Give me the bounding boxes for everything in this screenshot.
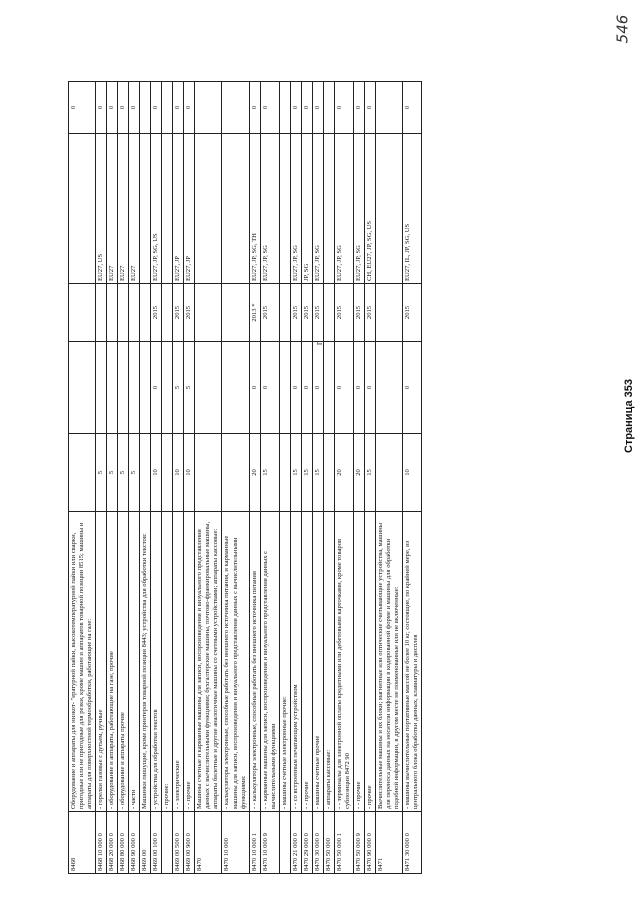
cell-final-rate: 0 (301, 342, 312, 434)
table-row (69, 82, 96, 874)
cell-year: 2015 (173, 284, 184, 342)
cell-base-rate: 15 (301, 434, 312, 512)
cell-indicator: 0 (184, 82, 195, 134)
cell-members: EU27, IL, JP, SG, US (403, 134, 422, 284)
cell-indicator (279, 82, 290, 134)
table-row (375, 82, 402, 874)
cell-members: EU27 (129, 134, 140, 284)
cell-year: 2015 (364, 284, 375, 342)
table-row (279, 82, 290, 874)
cell-code: 8468 10 000 0 (96, 812, 107, 874)
cell-year: 2013 * (249, 284, 260, 342)
cell-year (222, 284, 249, 342)
cell-year: 2015 (403, 284, 422, 342)
cell-year (195, 284, 222, 342)
table-row (96, 82, 107, 874)
cell-year (162, 284, 173, 342)
cell-year: 2015 (312, 284, 323, 342)
cell-code: 8468 (69, 812, 96, 874)
table-row (195, 82, 222, 874)
cell-final-rate (96, 342, 107, 434)
cell-indicator: 0 (107, 82, 118, 134)
cell-members: EU27 (118, 134, 129, 284)
cell-code: 8470 10 000 9 (260, 812, 279, 874)
cell-members (162, 134, 173, 284)
cell-indicator: 0 (364, 82, 375, 134)
cell-description: - - терминалы для электронной оплаты кредитными или дебетовыми карточками, кроме товаров субпозиции 8472 90 (334, 512, 353, 812)
cell-base-rate (323, 434, 334, 512)
cell-base-rate: 15 (260, 434, 279, 512)
cell-members: EU27, JP, SG (260, 134, 279, 284)
cell-code: 8471 (375, 812, 402, 874)
cell-code: 8468 80 000 0 (118, 812, 129, 874)
cell-description: Машинки пишущие, кроме принтеров товарной позиции 8443; устройства для обработки текстов: (140, 512, 151, 812)
cell-description: - прочие (364, 512, 375, 812)
cell-year (69, 284, 96, 342)
cell-code: 8470 50 000 1 (334, 812, 353, 874)
cell-members: EU27, JP (173, 134, 184, 284)
cell-indicator: 0 (312, 82, 323, 134)
cell-base-rate (279, 434, 290, 512)
cell-final-rate (195, 342, 222, 434)
cell-year (118, 284, 129, 342)
cell-description: - - прочие (301, 512, 312, 812)
handwritten-page-number: 546 (613, 14, 632, 44)
table-row (140, 82, 151, 874)
cell-members (195, 134, 222, 284)
cell-indicator: 0 (151, 82, 162, 134)
cell-indicator (195, 82, 222, 134)
table-row (151, 82, 162, 874)
cell-year: 2015 (301, 284, 312, 342)
cell-indicator: 0 (96, 82, 107, 134)
cell-indicator (140, 82, 151, 134)
cell-final-rate (129, 342, 140, 434)
cell-members: EU27, JP (184, 134, 195, 284)
cell-year (96, 284, 107, 342)
cell-base-rate (222, 434, 249, 512)
cell-base-rate: 5 (107, 434, 118, 512)
cell-members: EU27, JP, SG (353, 134, 364, 284)
cell-base-rate: 5 (129, 434, 140, 512)
cell-code: 8469 00 500 0 (173, 812, 184, 874)
table-row (184, 82, 195, 874)
cell-indicator: 0 (403, 82, 422, 134)
cell-members (279, 134, 290, 284)
cell-description: - оборудование и аппараты прочие (118, 512, 129, 812)
cell-description: - устройства для обработки текстов (151, 512, 162, 812)
tariff-table-body (69, 82, 422, 874)
cell-code: 8470 50 000 (323, 812, 334, 874)
cell-base-rate (375, 434, 402, 512)
cell-year: 2015 (184, 284, 195, 342)
cell-code: 8468 90 000 0 (129, 812, 140, 874)
cell-final-rate (107, 342, 118, 434)
cell-members (140, 134, 151, 284)
cell-description: Машины счетные и карманные машины для записи, воспроизведения и визуального представления данных с вычислительными функциями; бухгалтерские машины, почтово-франкировальные машины, аппараты билетные и другие аналогичные машины со счетными устройствами; аппараты кассовые: (195, 512, 222, 812)
cell-description: - - прочие (353, 512, 364, 812)
pen-mark: r (314, 341, 326, 346)
cell-indicator: 0 (173, 82, 184, 134)
cell-base-rate: 10 (184, 434, 195, 512)
cell-final-rate: 0 (290, 342, 301, 434)
cell-indicator: 0 (301, 82, 312, 134)
cell-members: CH, EU27, JP, SG, US (364, 134, 375, 284)
cell-indicator: 0 (260, 82, 279, 134)
cell-base-rate (195, 434, 222, 512)
cell-base-rate: 10 (173, 434, 184, 512)
cell-description: - машины счетные электронные прочие: (279, 512, 290, 812)
cell-code: 8470 21 000 0 (290, 812, 301, 874)
cell-code: 8470 90 000 0 (364, 812, 375, 874)
cell-final-rate (140, 342, 151, 434)
cell-final-rate: 0 (353, 342, 364, 434)
cell-code: 8470 10 000 1 (249, 812, 260, 874)
cell-members (222, 134, 249, 284)
table-row (162, 82, 173, 874)
cell-description: - прочие: (162, 512, 173, 812)
cell-final-rate: 0 (249, 342, 260, 434)
cell-code: 8470 29 000 0 (301, 812, 312, 874)
cell-year (279, 284, 290, 342)
cell-year: 2015 (290, 284, 301, 342)
cell-final-rate: 0 (312, 342, 323, 434)
cell-indicator: 0 (290, 82, 301, 134)
table-row (249, 82, 260, 874)
cell-description: - горелки газовые с дутьем, ручные (96, 512, 107, 812)
cell-code: 8469 00 100 0 (151, 812, 162, 874)
cell-final-rate: 0 (364, 342, 375, 434)
table-row (107, 82, 118, 874)
table-row (260, 82, 279, 874)
cell-base-rate (162, 434, 173, 512)
cell-description: Вычислительные машины и их блоки; магнитные или оптические считывающие устройства, машины для переноса данных на носители информации в кодированной форме и машины для обработки подобной информации, в другом месте не поименованные или не включенные: (375, 512, 402, 812)
cell-indicator (162, 82, 173, 134)
cell-year: 2015 (334, 284, 353, 342)
cell-base-rate: 10 (151, 434, 162, 512)
cell-indicator (323, 82, 334, 134)
cell-code: 8470 30 000 0 (312, 812, 323, 874)
cell-members: EU27 (107, 134, 118, 284)
cell-members: EU27, JP, SG (290, 134, 301, 284)
cell-members (69, 134, 96, 284)
cell-final-rate: 0 (334, 342, 353, 434)
cell-year: 2015 (260, 284, 279, 342)
cell-code (162, 812, 173, 874)
cell-members: EU27, US (96, 134, 107, 284)
cell-indicator (375, 82, 402, 134)
table-row (222, 82, 249, 874)
cell-base-rate: 5 (96, 434, 107, 512)
cell-base-rate: 20 (334, 434, 353, 512)
cell-description: - - со встроенным печатающим устройством (290, 512, 301, 812)
cell-code: 8471 30 000 0 (403, 812, 422, 874)
cell-code: 8469 00 (140, 812, 151, 874)
cell-final-rate: 0 (403, 342, 422, 434)
cell-description: - оборудование и аппараты, работающие на газе, прочие (107, 512, 118, 812)
cell-indicator: 0 (129, 82, 140, 134)
cell-year (375, 284, 402, 342)
cell-final-rate (69, 342, 96, 434)
table-row (323, 82, 334, 874)
cell-description: - машины вычислительные портативные массой не более 10 кг, состоящие, по крайней мере, из центрального блока обработки данных, клавиатуры и дисплея (403, 512, 422, 812)
cell-base-rate: 15 (290, 434, 301, 512)
cell-indicator: 0 (118, 82, 129, 134)
cell-code: 8470 (195, 812, 222, 874)
cell-code: 8470 50 000 9 (353, 812, 364, 874)
cell-description: - - прочие (184, 512, 195, 812)
cell-final-rate (162, 342, 173, 434)
cell-code: 8470 10 000 (222, 812, 249, 874)
table-row (403, 82, 422, 874)
cell-final-rate (118, 342, 129, 434)
cell-description: - калькуляторы электронные, способные работать без внешнего источника питания, и карманные машины для записи, воспроизведения и визуального представления данных с вычислительными функциями: (222, 512, 249, 812)
cell-base-rate: 15 (312, 434, 323, 512)
table-row (364, 82, 375, 874)
cell-base-rate (69, 434, 96, 512)
cell-description: - - калькуляторы электронные, способные работать без внешнего источника питания (249, 512, 260, 812)
cell-final-rate (375, 342, 402, 434)
table-row (334, 82, 353, 874)
cell-description: - - электрические (173, 512, 184, 812)
cell-indicator: 0 (249, 82, 260, 134)
cell-base-rate: 20 (249, 434, 260, 512)
cell-final-rate: 0 (151, 342, 162, 434)
cell-indicator: 0 (334, 82, 353, 134)
rotated-tariff-table (68, 82, 596, 874)
cell-year: 2015 (353, 284, 364, 342)
cell-final-rate (323, 342, 334, 434)
cell-indicator: 0 (353, 82, 364, 134)
cell-final-rate: 5 (173, 342, 184, 434)
cell-description: - - карманные машины для записи, воспроизведения и визуального представления данных с вычислительными функциями (260, 512, 279, 812)
cell-description: - машины счетные прочие (312, 512, 323, 812)
cell-members: EU27, JP, SG, US (151, 134, 162, 284)
table-row (290, 82, 301, 874)
cell-members (323, 134, 334, 284)
cell-indicator (222, 82, 249, 134)
table-row (301, 82, 312, 874)
cell-base-rate: 10 (403, 434, 422, 512)
cell-final-rate (222, 342, 249, 434)
cell-indicator: 0 (69, 82, 96, 134)
table-row (353, 82, 364, 874)
cell-code: 8468 20 000 0 (107, 812, 118, 874)
cell-members: JP, SG (301, 134, 312, 284)
table-row (118, 82, 129, 874)
cell-description: - аппараты кассовые: (323, 512, 334, 812)
cell-final-rate: 0 (260, 342, 279, 434)
cell-members: EU27, JP, SG, TH (249, 134, 260, 284)
cell-year: 2015 (151, 284, 162, 342)
table-row (129, 82, 140, 874)
page-label: Страница 353 (623, 379, 635, 453)
cell-base-rate: 5 (118, 434, 129, 512)
cell-base-rate: 15 (364, 434, 375, 512)
table-row (312, 82, 323, 874)
cell-code (279, 812, 290, 874)
cell-final-rate (279, 342, 290, 434)
cell-base-rate: 20 (353, 434, 364, 512)
cell-members: EU27, JP, SG (334, 134, 353, 284)
cell-members (375, 134, 402, 284)
cell-final-rate: 5 (184, 342, 195, 434)
cell-year (129, 284, 140, 342)
cell-members: EU27, JP, SG (312, 134, 323, 284)
cell-base-rate (140, 434, 151, 512)
cell-year (140, 284, 151, 342)
cell-code: 8469 00 900 0 (184, 812, 195, 874)
tariff-table (68, 81, 422, 874)
cell-description: - части (129, 512, 140, 812)
cell-year (107, 284, 118, 342)
cell-description: Оборудование и аппараты для низкот- "ературной пайки, высокотемпературной пайки или сварки, пригодные или не пригодные для резки, кроме машин и аппаратов товарной позиции 8515; машины и аппараты для поверхностной термообработки, работающие на газе: (69, 512, 96, 812)
table-row (173, 82, 184, 874)
cell-year (323, 284, 334, 342)
